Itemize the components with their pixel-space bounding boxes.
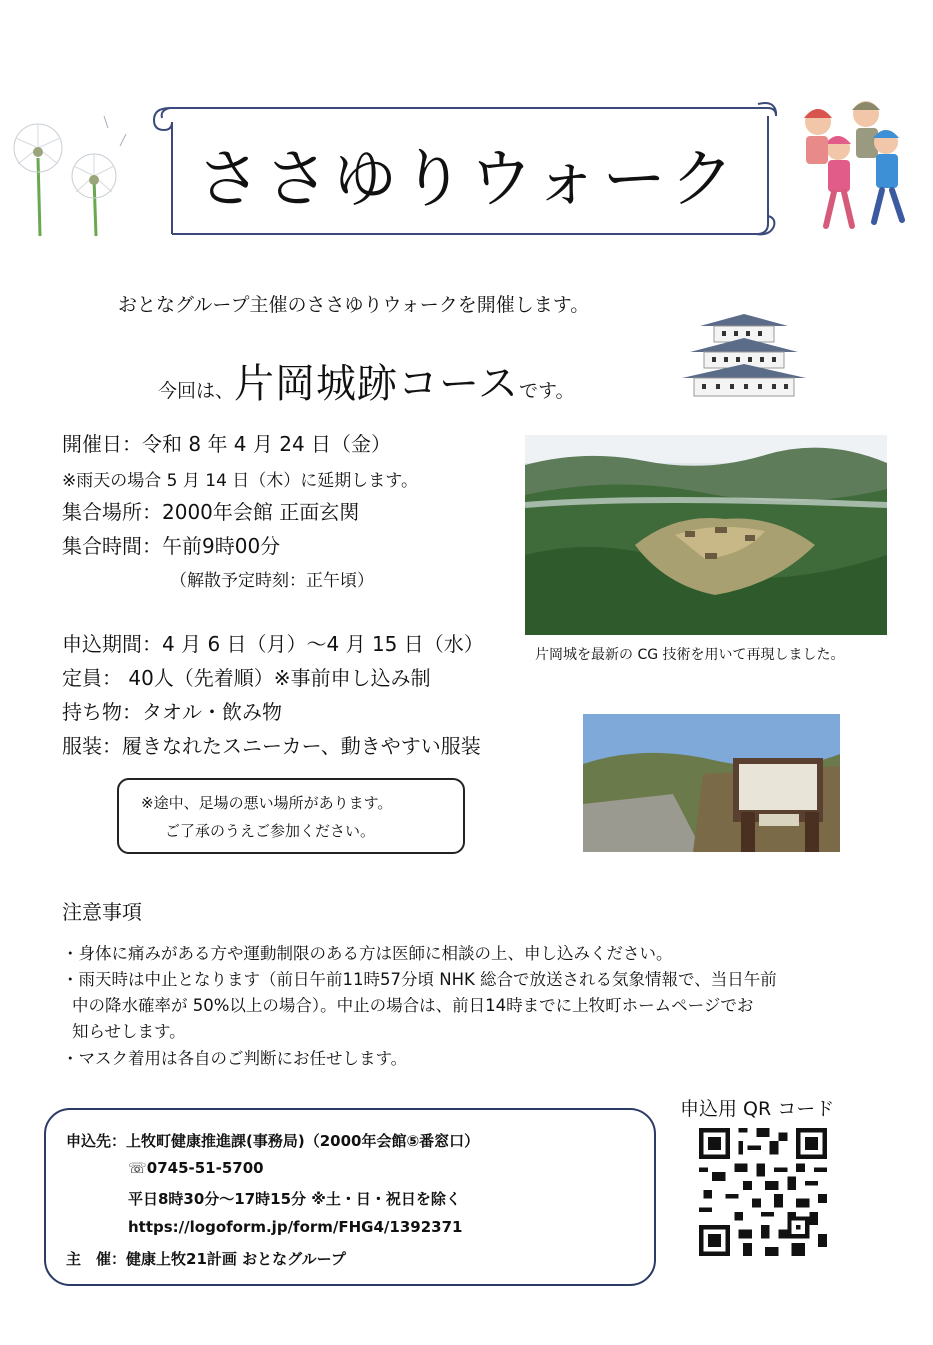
page-title: ささゆりウォーク	[196, 143, 739, 217]
contact-url[interactable]: https://logoform.jp/form/FHG4/1392371	[128, 1218, 463, 1236]
caution-item: ・雨天時は中止となります（前日午前11時57分頃 NHK 総合で放送される気象情報で、当日午前	[62, 970, 777, 989]
caution-notice-box	[117, 778, 465, 854]
meeting-time: 集合時間：午前9時00分	[62, 534, 281, 558]
contact-office: 申込先：上牧町健康推進課(事務局)（2000年会館⑤番窓口）	[66, 1132, 480, 1150]
course-line	[158, 352, 575, 409]
application-period: 申込期間：4 月 6 日（月）～4 月 15 日（水）	[62, 632, 484, 656]
qr-label: 申込用 QR コード	[680, 1098, 835, 1120]
course-prefix: 今回は、	[158, 380, 235, 402]
walkers-illustration	[790, 94, 914, 240]
course-name: 片岡城跡コース	[234, 361, 520, 407]
trail-sign-photo	[583, 714, 840, 852]
cautions-heading: 注意事項	[62, 900, 142, 924]
notice-line-2: ご了承のうえご参加ください。	[165, 822, 376, 840]
contact-box	[44, 1108, 656, 1286]
items-to-bring: 持ち物：タオル・飲み物	[62, 700, 282, 724]
course-suffix: です。	[519, 380, 575, 402]
dandelion-illustration	[8, 108, 140, 240]
dismissal-time: （解散予定時刻：正午頃）	[170, 571, 374, 591]
caution-item: ・身体に痛みがある方や運動制限のある方は医師に相談の上、申し込みください。	[62, 944, 673, 963]
intro-text: おとなグループ主催のささゆりウォークを開催します。	[118, 294, 590, 316]
meeting-place: 集合場所：2000年会館 正面玄関	[62, 500, 360, 524]
contact-hours: 平日8時30分～17時15分 ※土・日・祝日を除く	[128, 1190, 461, 1208]
castle-cg-photo	[525, 435, 887, 635]
event-date: 開催日：令和 8 年 4 月 24 日（金）	[62, 432, 392, 456]
caution-item: 知らせします。	[72, 1022, 186, 1041]
contact-phone: ☏0745-51-5700	[128, 1159, 264, 1177]
caution-item: 中の降水確率が 50%以上の場合）。中止の場合は、前日14時までに上牧町ホームページでお	[72, 996, 754, 1015]
photo-caption: 片岡城を最新の CG 技術を用いて再現しました。	[535, 647, 845, 663]
clothing: 服装：履きなれたスニーカー、動きやすい服装	[62, 734, 481, 758]
castle-illustration	[680, 312, 808, 404]
rain-note: ※雨天の場合 5 月 14 日（木）に延期します。	[62, 471, 418, 491]
caution-item: ・マスク着用は各自のご判断にお任せします。	[62, 1049, 408, 1068]
organizer: 主 催：健康上牧21計画 おとなグループ	[66, 1250, 346, 1268]
capacity: 定員： 40人（先着順）※事前申し込み制	[62, 666, 431, 690]
qr-code[interactable]	[698, 1128, 828, 1256]
notice-line-1: ※途中、足場の悪い場所があります。	[141, 794, 393, 812]
